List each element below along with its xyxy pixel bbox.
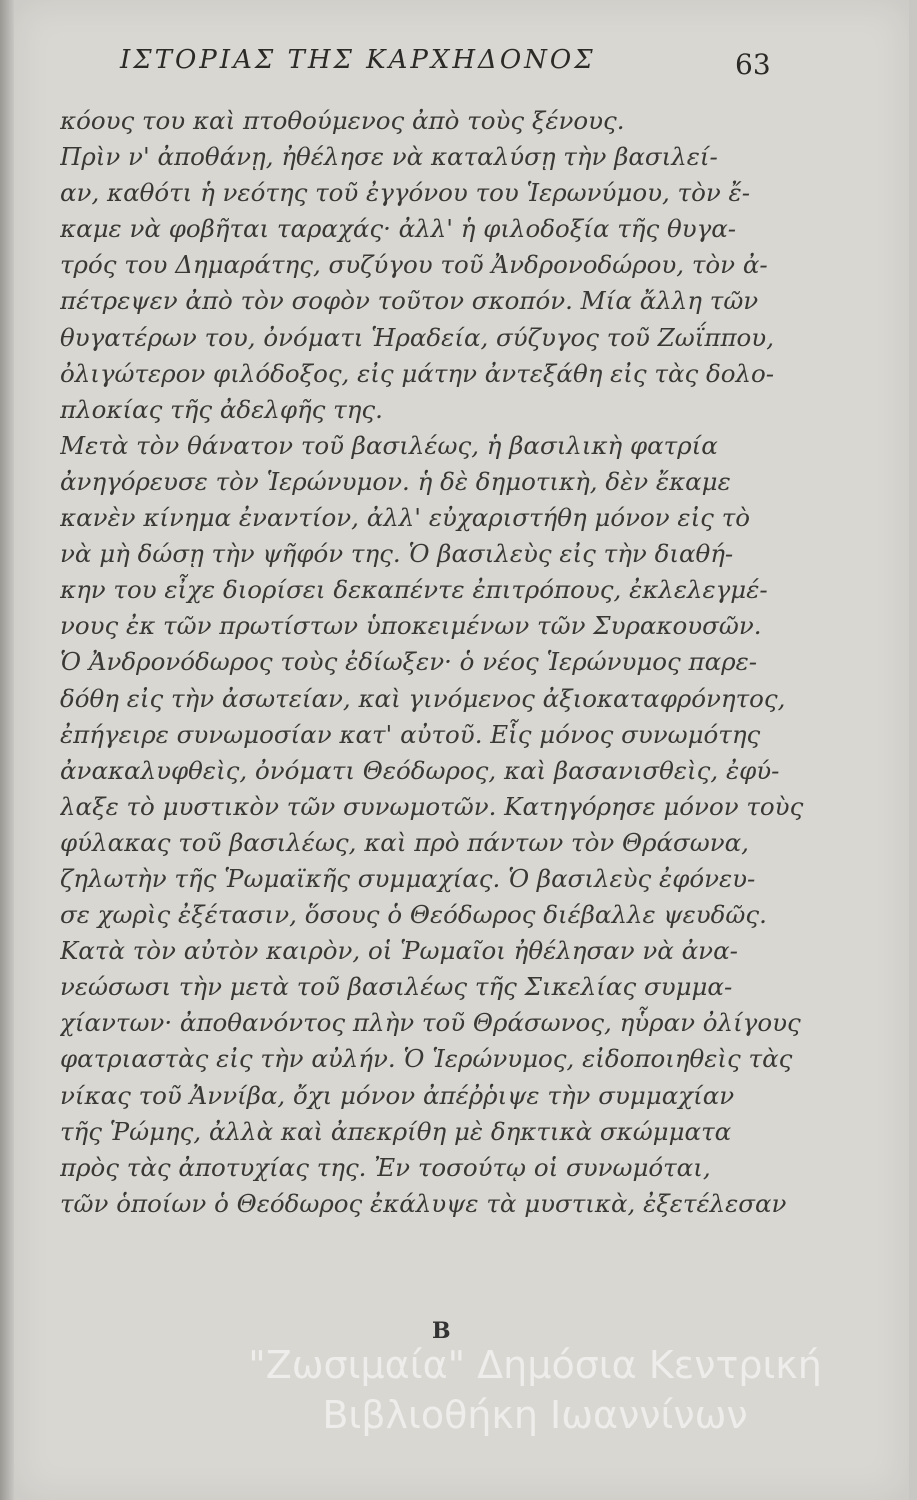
text-line: νους ἐκ τῶν πρωτίστων ὑποκειμένων τῶν Συρακουσῶν.	[60, 611, 762, 641]
text-line: αν, καθότι ἡ νεότης τοῦ ἐγγόνου του Ἱερωνύμου, τὸν ἔ-	[60, 178, 750, 208]
body-text	[60, 103, 820, 1222]
text-line: ὀλιγώτερον φιλόδοξος, εἰς μάτην ἀντεξάθη εἰς τὰς δολο-	[60, 358, 775, 388]
text-line: κανὲν κίνημα ἐναντίον, ἀλλ' εὐχαριστήθη μόνον εἰς τὸ	[60, 503, 750, 533]
text-line: νεώσωσι τὴν μετὰ τοῦ βασιλέως τῆς Σικελίας συμμα-	[60, 972, 733, 1002]
text-line: δόθη εἰς τὴν ἀσωτείαν, καὶ γινόμενος ἀξιοκαταφρόνητος,	[60, 683, 786, 713]
text-line: τῆς Ῥώμης, ἀλλὰ καὶ ἀπεκρίθη μὲ δηκτικὰ σκώμματα	[60, 1116, 732, 1146]
text-line: κόους του καὶ πτοθούμενος ἀπὸ τοὺς ξένους.	[60, 106, 625, 135]
paragraph	[60, 103, 820, 1222]
text-line: Πρὶν ν' ἀποθάνῃ, ἠθέλησε νὰ καταλύσῃ τὴν βασιλεί-	[60, 142, 718, 172]
text-line: πέτρεψεν ἀπὸ τὸν σοφὸν τοῦτον σκοπόν. Μία ἄλλη τῶν	[60, 286, 759, 316]
text-line: Μετὰ τὸν θάνατον τοῦ βασιλέως, ἡ βασιλικὴ φατρία	[60, 430, 718, 460]
text-line: καμε νὰ φοβῆται ταραχάς· ἀλλ' ἡ φιλοδοξία τῆς θυγα-	[60, 214, 737, 244]
text-line: ἀνακαλυφθεὶς, ὀνόματι Θεόδωρος, καὶ βασανισθεὶς, ἐφύ-	[60, 755, 780, 785]
signature-mark: Β	[432, 1318, 451, 1344]
text-line: νίκας τοῦ Ἀννίβα, ὄχι μόνον ἀπέῤῥιψε τὴν συμμαχίαν	[60, 1080, 735, 1110]
watermark-line: "Ζωσιμαία" Δημόσια Κεντρική	[248, 1343, 822, 1387]
text-line: σε χωρὶς ἐξέτασιν, ὅσους ὁ Θεόδωρος διέβαλλε ψευδῶς.	[60, 900, 767, 930]
text-line: ζηλωτὴν τῆς Ῥωμαϊκῆς συμμαχίας. Ὁ βασιλεὺς ἐφόνευ-	[60, 863, 756, 893]
text-line: Ὁ Ἀνδρονόδωρος τοὺς ἐδίωξεν· ὁ νέος Ἱερώνυμος παρε-	[60, 647, 758, 677]
text-line: πλοκίας τῆς ἀδελφῆς της.	[60, 394, 383, 424]
text-line: λαξε τὸ μυστικὸν τῶν συνωμοτῶν. Κατηγόρησε μόνον τοὺς	[60, 791, 804, 821]
library-watermark	[210, 1340, 860, 1440]
watermark-line: Βιβλιοθήκη Ιωαννίνων	[322, 1393, 748, 1437]
text-line: φατριαστὰς εἰς τὴν αὐλήν. Ὁ Ἱερώνυμος, εἰδοποιηθεὶς τὰς	[60, 1044, 793, 1074]
text-line: τρός του Δημαράτης, συζύγου τοῦ Ἀνδρονοδώρου, τὸν ἀ-	[60, 250, 768, 280]
binding-gutter	[0, 0, 14, 1500]
text-line: πρὸς τὰς ἀποτυχίας της. Ἐν τοσούτῳ οἱ συνωμόται,	[60, 1152, 711, 1182]
running-title: ΙΣΤΟΡΙΑΣ ΤΗΣ ΚΑΡΧΗΔΟΝΟΣ	[120, 45, 596, 75]
text-line: κην του εἶχε διορίσει δεκαπέντε ἐπιτρόπους, ἐκλελεγμέ-	[60, 575, 768, 605]
text-line: ἐπήγειρε συνωμοσίαν κατ' αὐτοῦ. Εἷς μόνος συνωμότης	[60, 719, 761, 749]
text-line: θυγατέρων του, ὀνόματι Ἡραδεία, σύζυγος τοῦ Ζωΐππου,	[60, 322, 774, 352]
text-line: ἀνηγόρευσε τὸν Ἱερώνυμον. ἡ δὲ δημοτικὴ, δὲν ἔκαμε	[60, 466, 731, 496]
text-line: Κατὰ τὸν αὐτὸν καιρὸν, οἱ Ῥωμαῖοι ἠθέλησαν νὰ ἀνα-	[60, 936, 738, 966]
text-line: τῶν ὁποίων ὁ Θεόδωρος ἐκάλυψε τὰ μυστικὰ, ἐξετέλεσαν	[60, 1188, 787, 1218]
page-number: 63	[735, 48, 771, 81]
text-line: φύλακας τοῦ βασιλέως, καὶ πρὸ πάντων τὸν Θράσωνα,	[60, 827, 749, 857]
text-line: νὰ μὴ δώσῃ τὴν ψῆφόν της. Ὁ βασιλεὺς εἰς τὴν διαθή-	[60, 539, 734, 569]
text-line: χίαντων· ἀποθανόντος πλὴν τοῦ Θράσωνος, ηὗραν ὀλίγους	[60, 1008, 801, 1038]
